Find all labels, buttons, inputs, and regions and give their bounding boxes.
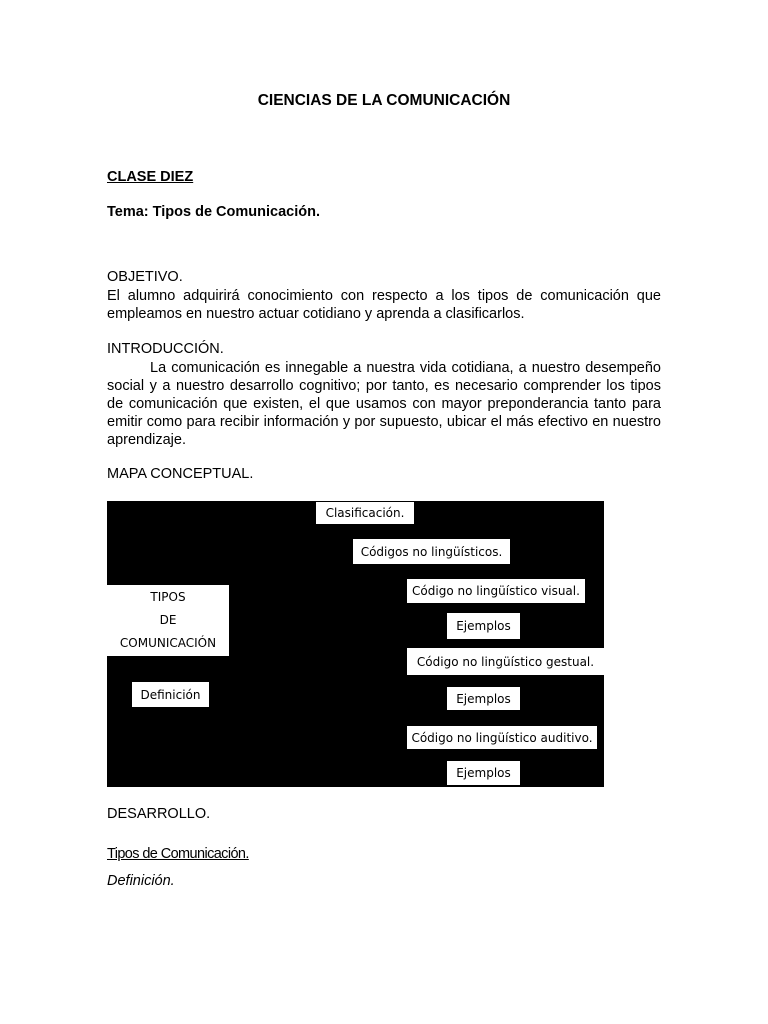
map-node-visual-code: Código no lingüístico visual.: [407, 579, 585, 603]
concept-map-heading: MAPA CONCEPTUAL.: [107, 466, 254, 482]
development-definition-label: Definición.: [107, 873, 175, 889]
class-title: CLASE DIEZ: [107, 169, 194, 185]
map-node-classification: Clasificación.: [316, 502, 414, 524]
map-node-definition: Definición: [132, 682, 209, 707]
map-node-auditory-code: Código no lingüístico auditivo.: [407, 726, 597, 749]
map-node-examples-auditory: Ejemplos: [447, 761, 520, 785]
objective-heading: OBJETIVO.: [107, 269, 183, 285]
topic-line: Tema: Tipos de Comunicación.: [107, 204, 320, 220]
concept-map: [107, 501, 604, 787]
objective-text: El alumno adquirirá conocimiento con respecto a los tipos de comunicación que empleamos en nuestro actuar cotidiano y aprenda a clasificarlos.: [107, 288, 661, 322]
introduction-paragraph: [107, 359, 661, 449]
development-heading: DESARROLLO.: [107, 806, 211, 822]
map-node-gestural-code: Código no lingüístico gestual.: [407, 648, 604, 675]
development-subtitle: Tipos de Comunicación.: [107, 846, 249, 862]
main-node-line-2: DE: [159, 613, 177, 627]
document-title: CIENCIAS DE LA COMUNICACIÓN: [257, 92, 511, 109]
introduction-text: La comunicación es innegable a nuestra vida cotidiana, a nuestro desempeño social y a nuestro desarrollo cognitivo; por tanto, es necesario comprender los tipos de comunicación que existen, el que usamos con mayor preponderancia tanto para emitir como para recibir información y por supuesto, ubicar el más efectivo en nuestro aprendizaje.: [107, 360, 661, 448]
map-node-examples-visual: Ejemplos: [447, 613, 520, 639]
main-node-line-3: COMUNICACIÓN: [119, 636, 217, 650]
main-node-line-1: TIPOS: [150, 590, 186, 604]
introduction-heading: INTRODUCCIÓN.: [107, 341, 224, 357]
map-node-examples-gestural: Ejemplos: [447, 687, 520, 710]
map-node-communication-types: [107, 585, 229, 656]
map-node-non-linguistic-codes: Códigos no lingüísticos.: [353, 539, 510, 564]
